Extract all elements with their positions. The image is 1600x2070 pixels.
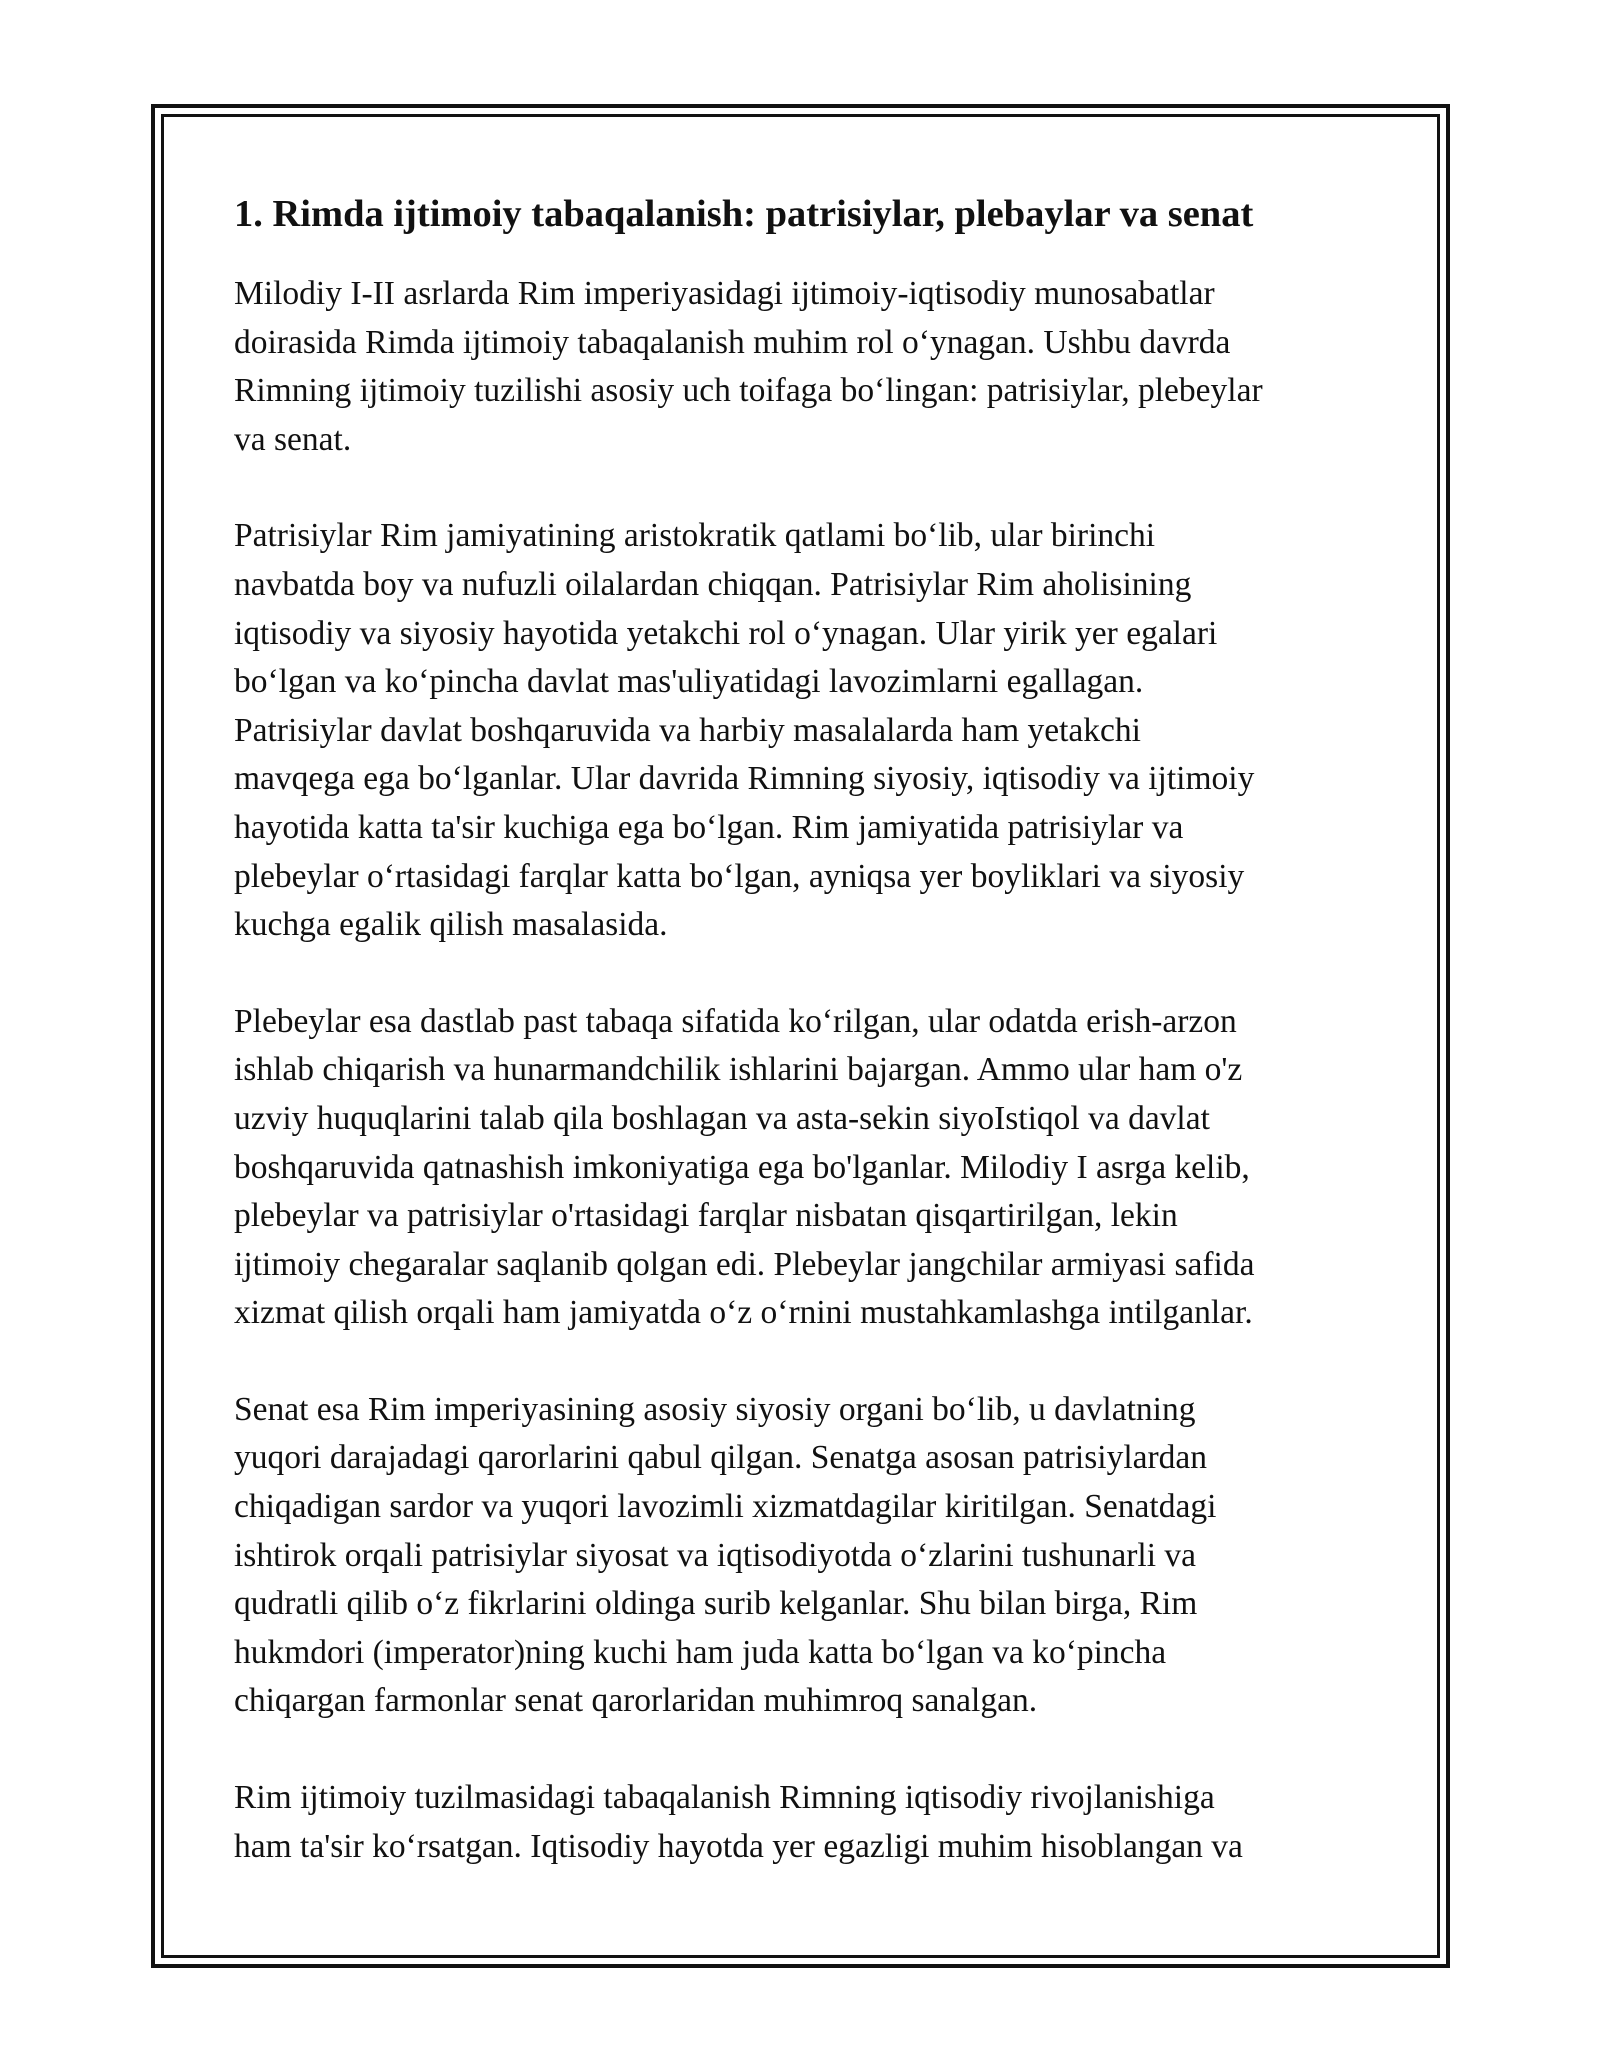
text-line: boshqaruvida qatnashish imkoniyatiga ega bo'lganlar. Milodiy I asrga kelib,	[234, 1148, 1250, 1186]
text-line: plebeylar o‘rtasidagi farqlar katta bo‘lgan, ayniqsa yer boyliklari va siyosiy	[234, 857, 1245, 895]
paragraph-intro	[234, 270, 1374, 464]
text-line: chiqargan farmonlar senat qarorlaridan muhimroq sanalgan.	[234, 1682, 1038, 1720]
text-line: chiqadigan sardor va yuqori lavozimli xizmatdagilar kiritilgan. Senatdagi	[234, 1488, 1217, 1526]
text-line: hayotida katta ta'sir kuchiga ega bo‘lgan. Rim jamiyatida patrisiylar va	[234, 808, 1184, 846]
text-line: yuqori darajadagi qarorlarini qabul qilgan. Senatga asosan patrisiylardan	[234, 1439, 1208, 1477]
text-line: uzviy huquqlarini talab qila boshlagan va asta-sekin siyoIstiqol va davlat	[234, 1099, 1210, 1137]
paragraph-patricians	[234, 512, 1374, 949]
text-line: Rim ijtimoiy tuzilmasidagi tabaqalanish Rimning iqtisodiy rivojlanishiga	[234, 1779, 1215, 1817]
section-heading: 1. Rimda ijtimoiy tabaqalanish: patrisiylar, plebaylar va senat	[234, 193, 1254, 235]
text-line: ijtimoiy chegaralar saqlanib qolgan edi. Plebeylar jangchilar armiyasi safida	[234, 1245, 1255, 1283]
text-line: va senat.	[234, 420, 352, 458]
paragraph-senate	[234, 1386, 1374, 1726]
text-line: ham ta'sir ko‘rsatgan. Iqtisodiy hayotda yer egazligi muhim hisoblangan va	[234, 1827, 1243, 1865]
text-line: bo‘lgan va ko‘pincha davlat mas'uliyatidagi lavozimlarni egallagan.	[234, 663, 1144, 701]
text-line: iqtisodiy va siyosiy hayotida yetakchi rol o‘ynagan. Ular yirik yer egalari	[234, 614, 1218, 652]
document-body	[234, 188, 1374, 1919]
text-line: plebeylar va patrisiylar o'rtasidagi farqlar nisbatan qisqartirilgan, lekin	[234, 1197, 1178, 1235]
text-line: Plebeylar esa dastlab past tabaqa sifatida ko‘rilgan, ular odatda erish-arzon	[234, 1002, 1237, 1040]
text-line: xizmat qilish orqali ham jamiyatda o‘z o‘rnini mustahkamlashga intilganlar.	[234, 1294, 1253, 1332]
text-line: Patrisiylar davlat boshqaruvida va harbiy masalalarda ham yetakchi	[234, 711, 1141, 749]
text-line: doirasida Rimda ijtimoiy tabaqalanish muhim rol o‘ynagan. Ushbu davrda	[234, 323, 1231, 361]
text-line: Milodiy I-II asrlarda Rim imperiyasidagi ijtimoiy-iqtisodiy munosabatlar	[234, 275, 1215, 312]
text-line: ishlab chiqarish va hunarmandchilik ishlarini bajargan. Ammo ular ham o'z	[234, 1051, 1243, 1089]
text-line: mavqega ega bo‘lganlar. Ular davrida Rimning siyosiy, iqtisodiy va ijtimoiy	[234, 760, 1255, 798]
paragraph-economy	[234, 1774, 1374, 1871]
text-line: Rimning ijtimoiy tuzilishi asosiy uch toifaga bo‘lingan: patrisiylar, plebeylar	[234, 372, 1263, 410]
text-line: ishtirok orqali patrisiylar siyosat va iqtisodiyotda o‘zlarini tushunarli va	[234, 1536, 1197, 1574]
text-line: qudratli qilib o‘z fikrlarini oldinga surib kelganlar. Shu bilan birga, Rim	[234, 1585, 1198, 1623]
paragraph-plebeians	[234, 998, 1374, 1338]
text-line: kuchga egalik qilish masalasida.	[234, 906, 668, 944]
text-line: hukmdori (imperator)ning kuchi ham juda katta bo‘lgan va ko‘pincha	[234, 1633, 1167, 1671]
text-line: Senat esa Rim imperiyasining asosiy siyosiy organi bo‘lib, u davlatning	[234, 1390, 1196, 1428]
text-line: navbatda boy va nufuzli oilalardan chiqqan. Patrisiylar Rim aholisining	[234, 565, 1192, 603]
text-line: Patrisiylar Rim jamiyatining aristokratik qatlami bo‘lib, ular birinchi	[234, 517, 1156, 555]
